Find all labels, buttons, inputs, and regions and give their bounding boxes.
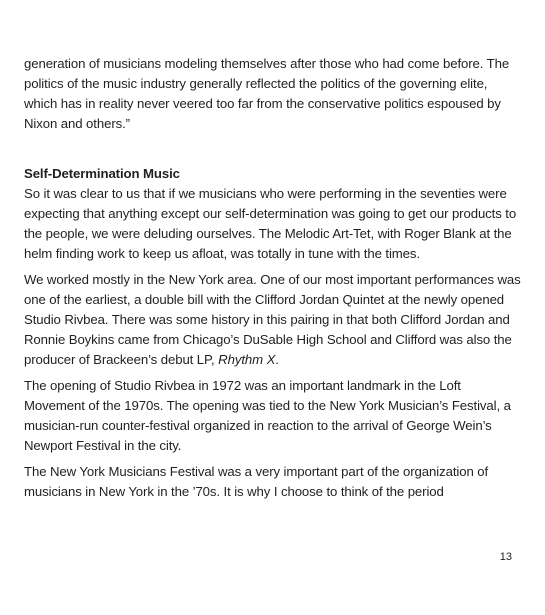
paragraph-musicians-festival: The New York Musicians Festival was a very important part of the organization of musicians in New York in the ’70s. It is why I choose to think of the period (24, 464, 489, 499)
paragraph-intro: generation of musicians modeling themselves after those who had come before. The politics of the music industry generally reflected the politics of the governing elite, which has in reality never veered too far from the conservative politics espoused by Nixon and others.” (24, 56, 510, 131)
album-title: Rhythm X (218, 352, 276, 367)
section-gap (24, 134, 521, 164)
paragraph-new-york-end: . (275, 352, 279, 367)
paragraph-new-york-text: We worked mostly in the New York area. One of our most important performances was one of the earliest, a double bill with the Clifford Jordan Quintet at the newly opened Studio Rivbea. There was some history in this pairing in that both Clifford Jordan and Ronnie Boykins came from Chicago’s DuSable High School and Clifford was also the producer of Brackeen’s debut LP, (24, 272, 521, 367)
section-heading: Self-Determination Music (24, 166, 180, 181)
paragraph-studio-rivbea: The opening of Studio Rivbea in 1972 was an important landmark in the Loft Movement of the 1970s. The opening was tied to the New York Musician’s Festival, a musician-run counter-festival organized in reaction to the arrival of George Wein’s Newport Festival in the city. (24, 378, 511, 453)
page-number: 13 (499, 551, 512, 563)
paragraph-self-determination: So it was clear to us that if we musicians who were performing in the seventies were expecting that anything except our self-determination was going to get our products to the people, we were deluding ourselves. The Melodic Art-Tet, with Roger Blank at the helm finding work to keep us afloat, was totally in tune with the times. (24, 186, 517, 261)
page-body (24, 54, 521, 502)
paragraph-new-york (24, 270, 521, 370)
